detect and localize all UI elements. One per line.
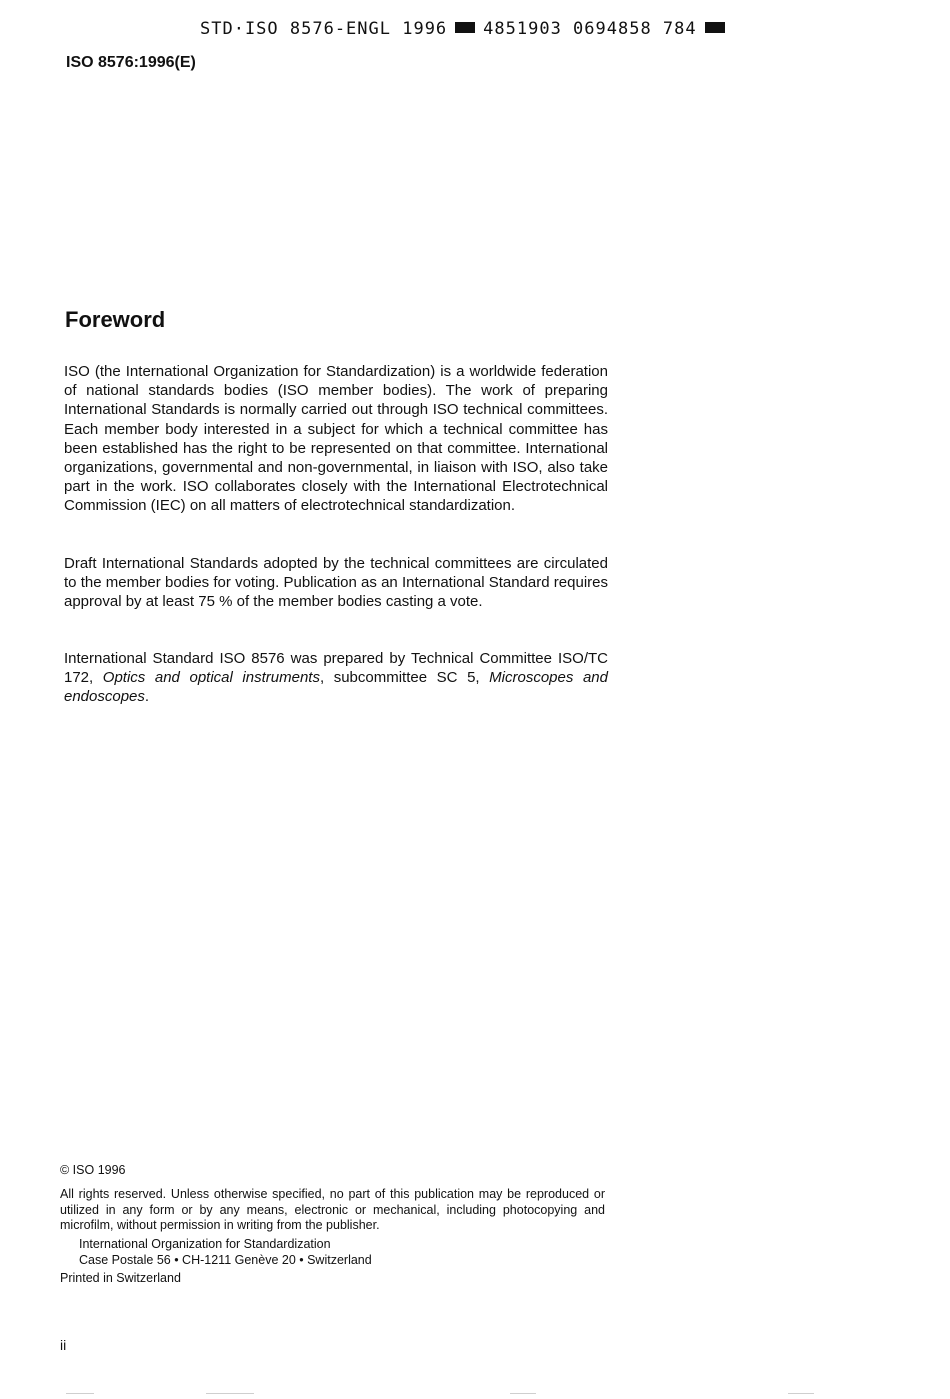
postal-address: Case Postale 56 • CH-1211 Genève 20 • Switzerland	[79, 1253, 372, 1267]
header-code-part2: 4851903 0694858 784	[483, 19, 697, 39]
printed-in: Printed in Switzerland	[60, 1271, 181, 1285]
copyright-notice: © ISO 1996	[60, 1163, 126, 1177]
paragraph3-suffix: .	[144, 688, 150, 706]
scan-mark	[206, 1393, 254, 1394]
black-bar-mark-end	[705, 22, 725, 33]
scan-mark	[510, 1393, 536, 1394]
page-number: ii	[60, 1337, 67, 1353]
section-title: Foreword	[65, 307, 166, 332]
committee-title: Optics and optical instruments	[102, 669, 320, 687]
paragraph3-middle: , subcommittee SC 5,	[319, 669, 490, 687]
subcommittee-title: Microscopes and endoscopes	[64, 669, 608, 706]
foreword-paragraph-1: ISO (the International Organization for Standardization) is a worldwide federation of national standards bodies (ISO member bodies). The work of preparing International Standards is normally carried out through ISO technical committees. Each member body interested in a subject for which a technical committee has been established has the right to be represented on that committee. International organizations, governmental and non-governmental, in liaison with ISO, also take part in the work. ISO collaborates closely with the International Electrotechnical Commission (IEC) on all matters of electrotechnical standardization.	[64, 363, 608, 515]
scan-edge-marks	[0, 1393, 950, 1395]
foreword-paragraph-2: Draft International Standards adopted by the technical committees are circulated to the member bodies for voting. Publication as an International Standard requires approval by at least 75 % of the member bodies casting a vote.	[64, 555, 608, 611]
organization-address	[79, 1236, 372, 1268]
foreword-paragraph-3	[64, 649, 608, 707]
rights-statement: All rights reserved. Unless otherwise specified, no part of this publication may be reproduced or utilized in any form or by any means, electronic or mechanical, including photocopying and microfilm, without permission in writing from the publisher.	[60, 1187, 605, 1232]
organization-name: International Organization for Standardization	[79, 1237, 331, 1251]
scan-mark	[66, 1393, 94, 1394]
paragraph3-prefix: International Standard ISO 8576 was prepared by Technical Committee ISO/TC 172,	[64, 650, 608, 687]
header-code-part1: STD·ISO 8576-ENGL 1996	[200, 19, 448, 39]
document-id: ISO 8576:1996(E)	[66, 54, 196, 71]
black-bar-mark	[455, 22, 475, 33]
scan-mark	[788, 1393, 814, 1394]
scan-header-code	[200, 19, 733, 39]
